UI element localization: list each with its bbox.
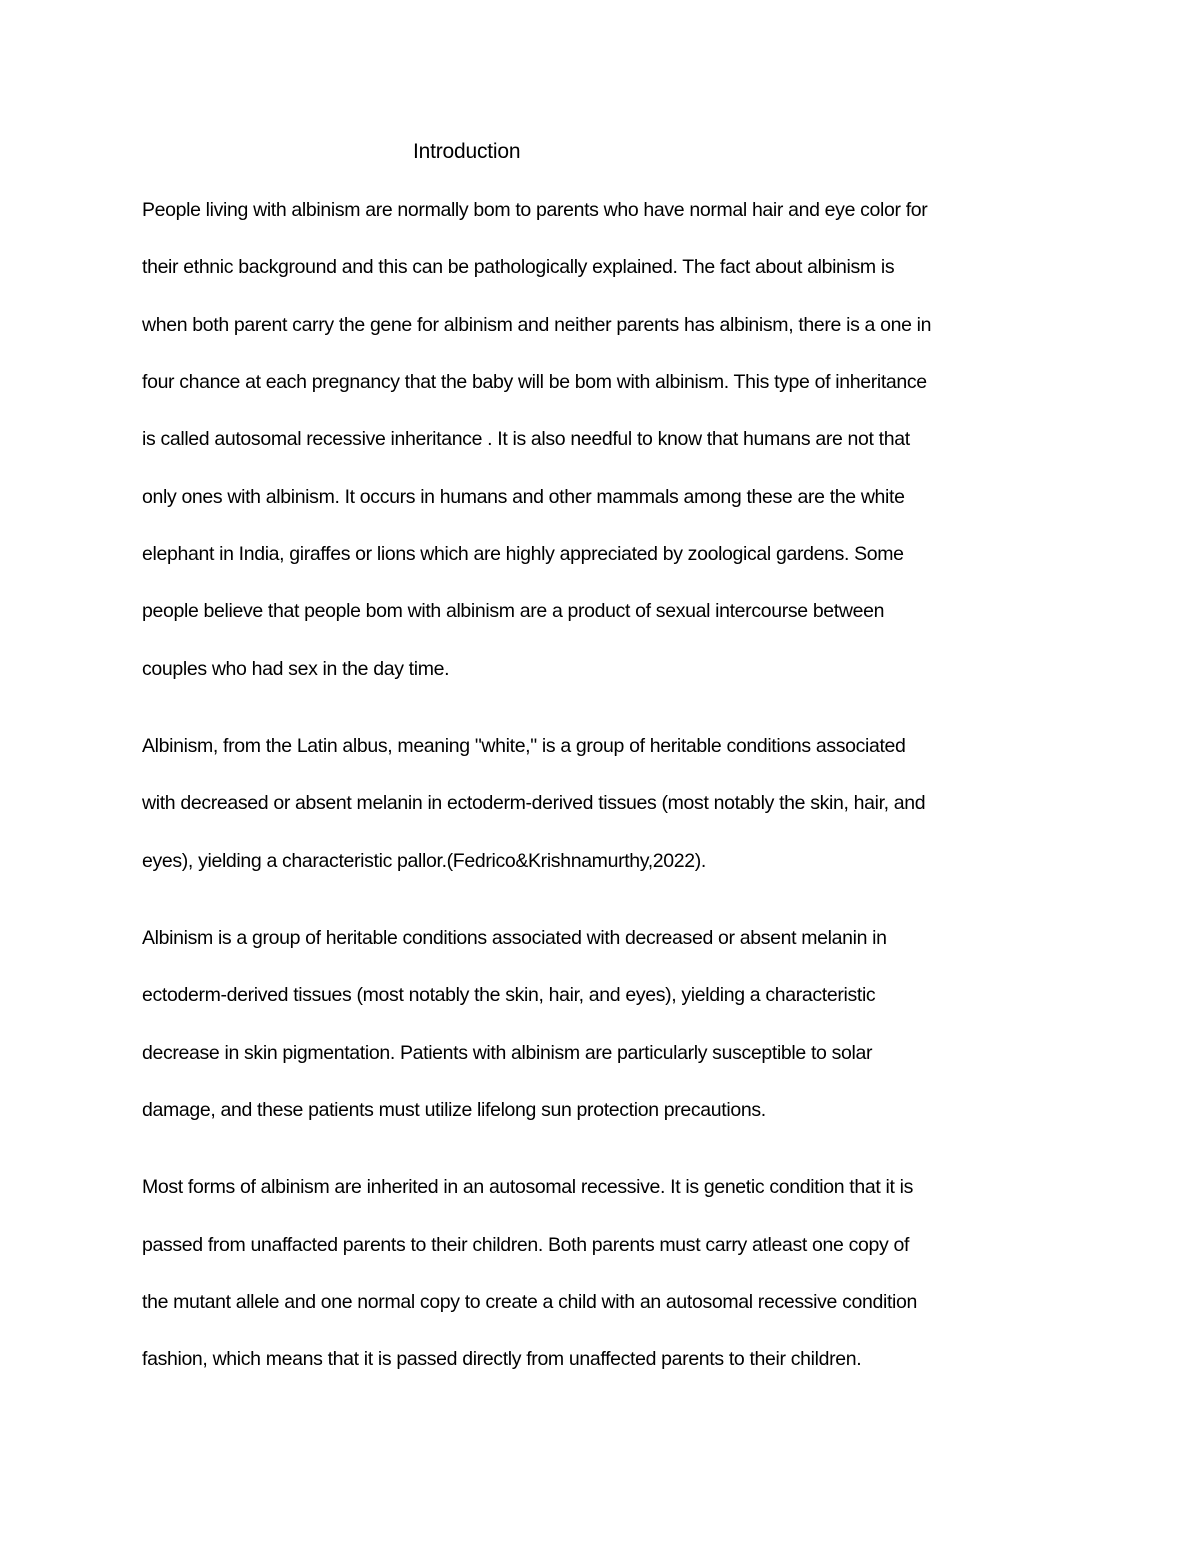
paragraph-1-line-2: their ethnic background and this can be pathologically explained. The fact about albinism is <box>142 256 895 278</box>
paragraph-1-line-8: people believe that people bom with albinism are a product of sexual intercourse between <box>142 600 885 622</box>
paragraph-3-line-4: damage, and these patients must utilize lifelong sun protection precautions. <box>142 1099 766 1121</box>
paragraph-2-line-3: eyes), yielding a characteristic pallor.(Fedrico&Krishnamurthy,2022). <box>142 850 706 872</box>
paragraph-1-line-1: People living with albinism are normally bom to parents who have normal hair and eye color for <box>142 199 928 221</box>
paragraph-4-line-2: passed from unaffacted parents to their children. Both parents must carry atleast one copy of <box>142 1234 910 1256</box>
paragraph-1-line-3: when both parent carry the gene for albinism and neither parents has albinism, there is a one in <box>142 314 932 336</box>
paragraph-1-line-5: is called autosomal recessive inheritance . It is also needful to know that humans are not that <box>142 428 910 450</box>
paragraph-4-line-1: Most forms of albinism are inherited in an autosomal recessive. It is genetic condition that it is <box>142 1176 913 1198</box>
paragraph-2-line-1: Albinism, from the Latin albus, meaning "white," is a group of heritable conditions associated <box>142 735 906 757</box>
paragraph-1-line-7: elephant in India, giraffes or lions which are highly appreciated by zoological gardens. Some <box>142 543 904 565</box>
paragraph-4-line-3: the mutant allele and one normal copy to create a child with an autosomal recessive condition <box>142 1291 917 1313</box>
paragraph-2-line-2: with decreased or absent melanin in ectoderm-derived tissues (most notably the skin, hair, and <box>142 792 926 814</box>
paragraph-1-line-9: couples who had sex in the day time. <box>142 658 450 680</box>
paragraph-1-line-6: only ones with albinism. It occurs in humans and other mammals among these are the white <box>142 486 905 508</box>
page-title: Introduction <box>413 140 521 163</box>
paragraph-4-line-4: fashion, which means that it is passed directly from unaffected parents to their children. <box>142 1348 862 1370</box>
paragraph-3-line-2: ectoderm-derived tissues (most notably the skin, hair, and eyes), yielding a characteristic <box>142 984 876 1006</box>
paragraph-3-line-3: decrease in skin pigmentation. Patients with albinism are particularly susceptible to solar <box>142 1042 873 1064</box>
paragraph-3-line-1: Albinism is a group of heritable conditions associated with decreased or absent melanin in <box>142 927 887 949</box>
paragraph-1-line-4: four chance at each pregnancy that the baby will be bom with albinism. This type of inheritance <box>142 371 927 393</box>
